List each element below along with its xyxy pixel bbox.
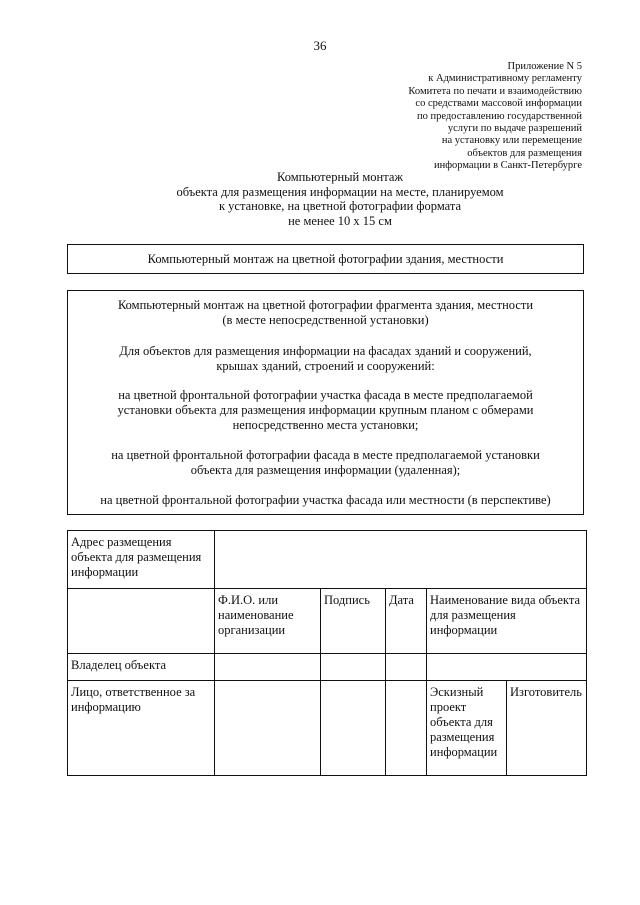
owner-object-type-cell[interactable] bbox=[427, 654, 587, 681]
text-line: Компьютерный монтаж на цветной фотографии фрагмента здания, местности bbox=[117, 298, 534, 312]
signature-column-header: Подпись bbox=[321, 589, 386, 654]
title-line: к установке, на цветной фотографии формата bbox=[218, 199, 462, 213]
table-row bbox=[68, 681, 587, 776]
appendix-line: услуги по выдаче разрешений bbox=[447, 123, 582, 135]
appendix-line: к Административному регламенту bbox=[428, 73, 582, 85]
text-line: установки объекта для размещения информации крупным планом с обмерами bbox=[117, 403, 534, 417]
owner-signature-cell[interactable] bbox=[321, 654, 386, 681]
text-line: (в месте непосредственной установки) bbox=[222, 313, 429, 327]
text-line: крышах зданий, строений и сооружений: bbox=[216, 359, 435, 373]
maker-cell: Изготовитель bbox=[507, 681, 587, 776]
building-photo-box bbox=[67, 244, 584, 274]
signature-table bbox=[67, 530, 587, 776]
appendix-header bbox=[342, 61, 582, 173]
owner-date-cell[interactable] bbox=[386, 654, 427, 681]
appendix-line: по предоставлению государственной bbox=[416, 110, 582, 122]
appendix-line: Комитета по печати и взаимодействию bbox=[408, 85, 582, 97]
text-line: непосредственно места установки; bbox=[232, 418, 419, 432]
appendix-line: объектов для размещения bbox=[467, 147, 582, 159]
appendix-line: Приложение N 5 bbox=[507, 61, 582, 72]
text-line: на цветной фронтальной фотографии фасада в месте предполагаемой установки bbox=[111, 448, 540, 462]
text-line: объекта для размещения информации (удаленная); bbox=[190, 463, 461, 477]
page-number: 36 bbox=[313, 38, 327, 53]
owner-label-cell: Владелец объекта bbox=[68, 654, 215, 681]
object-type-column-header: Наименование вида объекта для размещения информации bbox=[427, 589, 587, 654]
address-label-cell: Адрес размещения объекта для размещения информации bbox=[68, 531, 215, 589]
sketch-project-cell: Эскизный проект объекта для размещения информации bbox=[427, 681, 507, 776]
facade-objects-paragraph bbox=[68, 344, 583, 374]
text-line: на цветной фронтальной фотографии участка фасада в месте предполагаемой bbox=[118, 388, 533, 402]
appendix-line: информации в Санкт-Петербурге bbox=[433, 160, 582, 172]
closeup-photo-paragraph bbox=[68, 388, 583, 433]
table-row bbox=[68, 589, 587, 654]
name-column-header: Ф.И.О. или наименование организации bbox=[215, 589, 321, 654]
responsible-signature-cell[interactable] bbox=[321, 681, 386, 776]
address-value-cell[interactable] bbox=[215, 531, 587, 589]
date-column-header: Дата bbox=[386, 589, 427, 654]
owner-name-cell[interactable] bbox=[215, 654, 321, 681]
responsible-date-cell[interactable] bbox=[386, 681, 427, 776]
fragment-photo-box bbox=[67, 290, 584, 515]
text-line: Для объектов для размещения информации на фасадах зданий и сооружений, bbox=[119, 344, 532, 358]
empty-header-cell bbox=[68, 589, 215, 654]
title-line: Компьютерный монтаж bbox=[276, 170, 403, 184]
fragment-paragraph bbox=[68, 298, 583, 328]
responsible-label-cell: Лицо, ответственное за информацию bbox=[68, 681, 215, 776]
text-line: на цветной фронтальной фотографии участка фасада или местности (в перспективе) bbox=[100, 493, 551, 507]
appendix-line: на установку или перемещение bbox=[441, 135, 582, 147]
remote-photo-paragraph bbox=[68, 448, 583, 478]
appendix-line: со средствами массовой информации bbox=[415, 98, 582, 110]
perspective-photo-paragraph bbox=[68, 493, 583, 508]
table-row bbox=[68, 531, 587, 589]
table-row bbox=[68, 654, 587, 681]
responsible-name-cell[interactable] bbox=[215, 681, 321, 776]
title-line: не менее 10 х 15 см bbox=[288, 213, 392, 228]
title-line: объекта для размещения информации на месте, планируемом bbox=[176, 184, 504, 199]
building-photo-caption: Компьютерный монтаж на цветной фотографии здания, местности bbox=[147, 251, 504, 266]
document-title bbox=[140, 170, 540, 228]
